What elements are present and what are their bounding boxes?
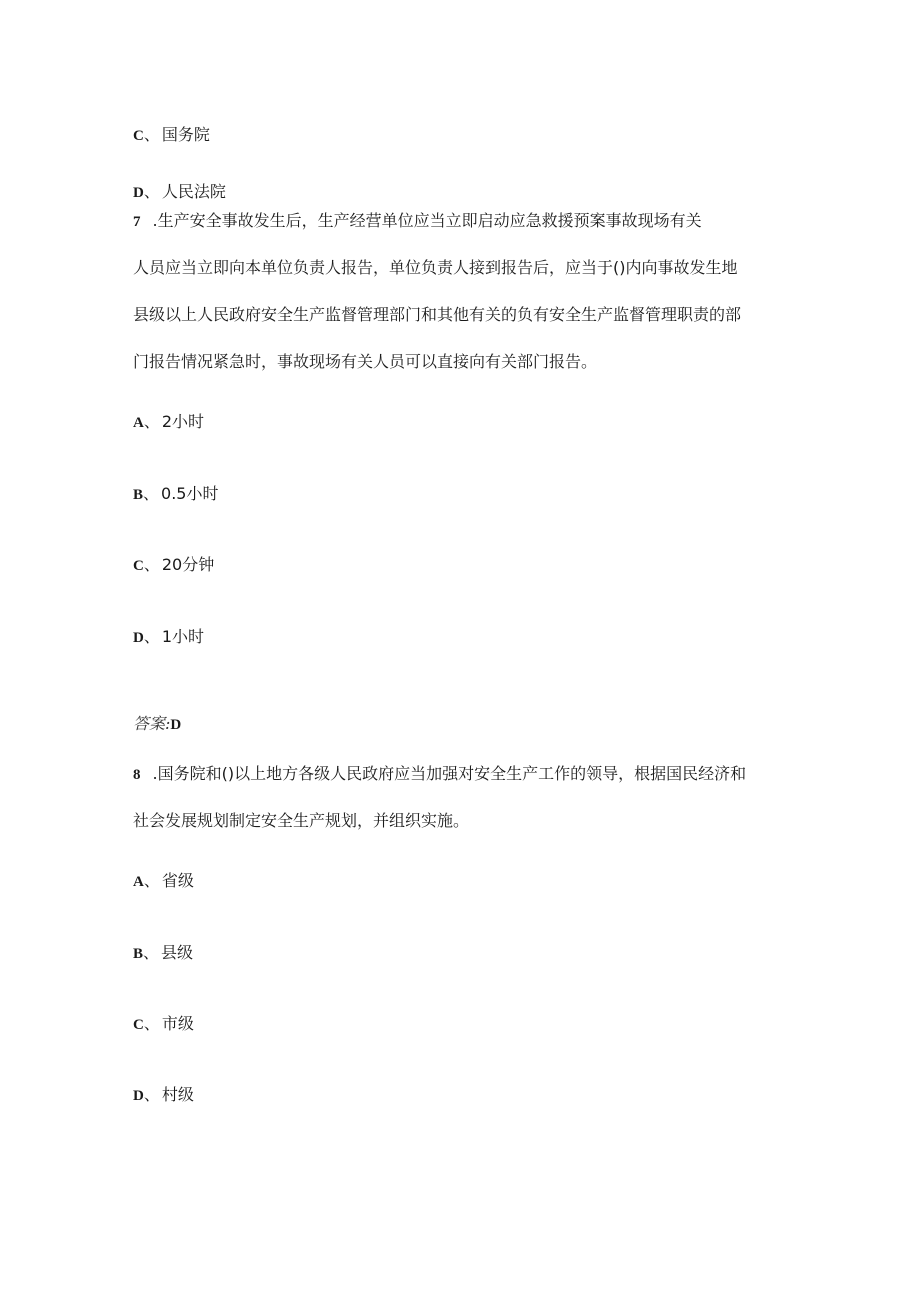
option-separator: 、	[143, 871, 160, 890]
option-c	[133, 124, 210, 147]
option-letter: C	[133, 1017, 144, 1033]
question-text: 人员应当立即向本单位负责人报告，单位负责人接到报告后，应当于()内向事故发生地	[133, 258, 738, 277]
option-a	[133, 411, 204, 434]
question-8-line-1	[133, 763, 746, 786]
option-separator: 、	[143, 627, 160, 646]
answer-label: 答案:	[133, 714, 171, 733]
option-separator: 、	[143, 555, 160, 574]
option-letter: C	[133, 128, 144, 144]
option-d	[133, 626, 204, 649]
option-text: 20分钟	[161, 555, 215, 574]
option-b	[133, 483, 218, 506]
option-letter: A	[133, 415, 144, 431]
question-7-line-1	[133, 210, 702, 233]
question-text: 县级以上人民政府安全生产监督管理部门和其他有关的负有安全生产监督管理职责的部	[133, 305, 742, 324]
option-text: 国务院	[161, 125, 210, 144]
question-text: .国务院和()以上地方各级人民政府应当加强对安全生产工作的领导，根据国民经济和	[152, 764, 747, 783]
option-separator: 、	[143, 943, 160, 962]
option-text: 村级	[161, 1085, 194, 1104]
option-letter: D	[133, 1088, 144, 1104]
option-letter: D	[133, 185, 144, 201]
option-text: 1小时	[161, 627, 205, 646]
option-d	[133, 181, 226, 204]
option-c	[133, 554, 214, 577]
option-text: 市级	[161, 1014, 194, 1033]
question-number: 7	[133, 214, 141, 230]
option-separator: 、	[143, 484, 160, 503]
option-letter: B	[133, 946, 144, 962]
question-number: 8	[133, 767, 141, 783]
answer	[133, 713, 181, 736]
question-7-line-3	[133, 304, 741, 326]
question-text: .生产安全事故发生后，生产经营单位应当立即启动应急救援预案事故现场有关	[152, 211, 702, 230]
option-text: 2小时	[161, 412, 205, 431]
option-a	[133, 870, 194, 893]
option-letter: D	[133, 630, 144, 646]
option-separator: 、	[143, 1085, 160, 1104]
option-text: 0.5小时	[161, 484, 219, 503]
option-separator: 、	[143, 1014, 160, 1033]
option-d	[133, 1084, 194, 1107]
question-7-line-2	[133, 257, 738, 279]
option-c	[133, 1013, 194, 1036]
question-8-line-2	[133, 810, 469, 832]
answer-value: D	[170, 717, 182, 733]
option-letter: C	[133, 558, 144, 574]
option-letter: A	[133, 874, 144, 890]
option-b	[133, 942, 193, 965]
question-text: 社会发展规划制定安全生产规划，并组织实施。	[133, 811, 470, 830]
option-text: 县级	[161, 943, 194, 962]
option-text: 人民法院	[161, 182, 226, 201]
question-7-line-4	[133, 351, 597, 373]
option-letter: B	[133, 487, 144, 503]
option-separator: 、	[143, 182, 160, 201]
option-separator: 、	[143, 412, 160, 431]
option-separator: 、	[143, 125, 160, 144]
option-text: 省级	[161, 871, 194, 890]
question-text: 门报告情况紧急时，事故现场有关人员可以直接向有关部门报告。	[133, 352, 598, 371]
